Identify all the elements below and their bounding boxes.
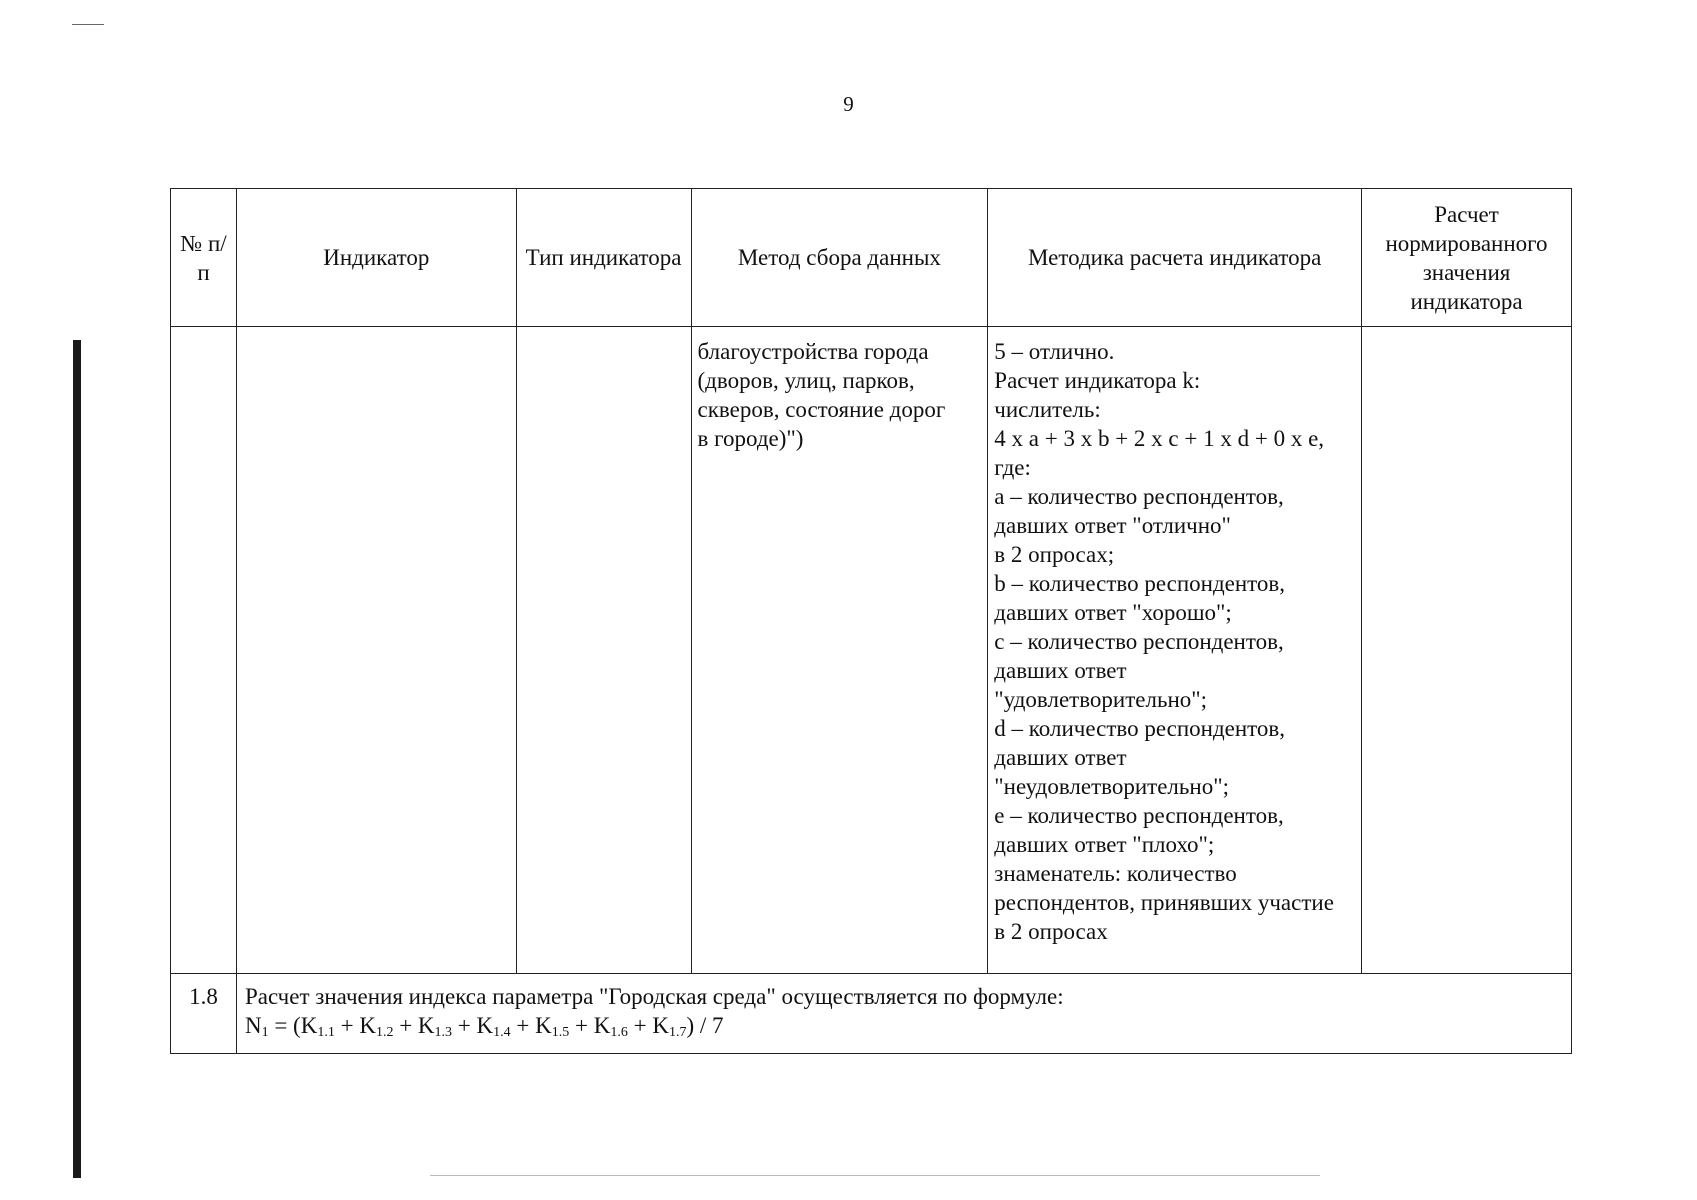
calculation-text-line: давших ответ bbox=[994, 745, 1127, 770]
formula-term-subscript: 1.7 bbox=[668, 1025, 687, 1040]
calculation-text-line: b – количество респондентов, bbox=[994, 571, 1286, 596]
calculation-text-line: числитель: bbox=[994, 397, 1101, 422]
cell-number: 1.8 bbox=[171, 974, 237, 1054]
method-text-line: скверов, состояние дорог bbox=[697, 397, 946, 422]
calculation-text-line: e – количество респондентов, bbox=[994, 803, 1284, 828]
calculation-text-line: a – количество респондентов, bbox=[994, 484, 1284, 509]
formula-plus: + bbox=[569, 1013, 594, 1038]
table-row bbox=[171, 327, 1572, 974]
cell-type bbox=[516, 327, 691, 974]
formula-plus: + bbox=[393, 1013, 418, 1038]
calculation-text-line: респондентов, принявших участие bbox=[994, 890, 1334, 915]
method-text-line: (дворов, улиц, парков, bbox=[697, 368, 915, 393]
calculation-text-line: "удовлетворительно"; bbox=[994, 687, 1208, 712]
cell-number bbox=[171, 327, 237, 974]
formula-term-subscript: 1.5 bbox=[551, 1025, 570, 1040]
table-row bbox=[171, 974, 1572, 1054]
scan-mark bbox=[72, 24, 104, 25]
formula-lhs-subscript: 1 bbox=[261, 1025, 269, 1040]
table-header-row bbox=[171, 189, 1572, 327]
calculation-text-line: c – количество респондентов, bbox=[994, 629, 1284, 654]
page-number: 9 bbox=[843, 92, 854, 116]
formula-plus: + bbox=[334, 1013, 360, 1038]
formula-term: K bbox=[535, 1013, 552, 1038]
formula-term-subscript: 1.4 bbox=[493, 1025, 511, 1040]
formula-equals: = ( bbox=[268, 1013, 301, 1038]
method-text-line: благоустройства города bbox=[697, 339, 929, 364]
calculation-text-line: давших ответ bbox=[994, 658, 1127, 683]
calculation-text-line: 5 – отлично. bbox=[994, 339, 1115, 364]
formula-term-subscript: 1.2 bbox=[375, 1025, 394, 1040]
formula-term: K bbox=[593, 1013, 611, 1038]
calculation-text-line: в 2 опросах bbox=[994, 919, 1108, 944]
calculation-text-line: "неудовлетворительно"; bbox=[994, 774, 1229, 799]
calculation-text-line: d – количество респондентов, bbox=[994, 716, 1286, 741]
calculation-text-line: знаменатель: количество bbox=[994, 861, 1237, 886]
scan-edge-bar bbox=[73, 340, 81, 1178]
calculation-text-line: 4 х a + 3 х b + 2 х c + 1 х d + 0 х e, bbox=[994, 426, 1325, 451]
cell-indicator bbox=[236, 327, 516, 974]
formula-term-subscript: 1.6 bbox=[610, 1025, 628, 1040]
formula bbox=[245, 1011, 1565, 1047]
formula-plus: + bbox=[627, 1013, 653, 1038]
calculation-text-line: давших ответ "отлично" bbox=[994, 513, 1231, 538]
cell-formula-description bbox=[236, 974, 1571, 1054]
cell-normalized bbox=[1362, 327, 1572, 974]
calculation-text-line: давших ответ "плохо"; bbox=[994, 832, 1215, 857]
indicator-table bbox=[170, 188, 1572, 1054]
header-normalized: Расчет нормированного значения индикатора bbox=[1362, 189, 1572, 327]
calculation-text-line: давших ответ "хорошо"; bbox=[994, 600, 1232, 625]
formula-term-subscript: 1.1 bbox=[317, 1025, 335, 1040]
formula-plus: + bbox=[452, 1013, 477, 1038]
formula-tail: ) / 7 bbox=[686, 1013, 724, 1038]
header-calculation: Методика расчета индикатора bbox=[988, 189, 1362, 327]
calculation-text-line: в 2 опросах; bbox=[994, 542, 1115, 567]
scan-bottom-line bbox=[430, 1175, 1320, 1176]
formula-intro-text: Расчет значения индекса параметра "Городская среда" осуществляется по формуле: bbox=[244, 984, 1064, 1009]
header-indicator: Индикатор bbox=[236, 189, 516, 327]
method-text-line: в городе)") bbox=[697, 426, 804, 451]
formula-term: K bbox=[359, 1013, 376, 1038]
formula-lhs: N bbox=[244, 1013, 262, 1038]
formula-term: K bbox=[300, 1013, 318, 1038]
formula-term: K bbox=[417, 1013, 435, 1038]
header-number: № п/п bbox=[171, 189, 237, 327]
header-type: Тип индикатора bbox=[516, 189, 691, 327]
cell-method bbox=[691, 327, 988, 974]
cell-calculation bbox=[988, 327, 1362, 974]
formula-term: K bbox=[652, 1013, 669, 1038]
calculation-text-line: где: bbox=[994, 455, 1031, 480]
formula-plus: + bbox=[510, 1013, 536, 1038]
calculation-text-line: Расчет индикатора k: bbox=[994, 368, 1201, 393]
formula-term-subscript: 1.3 bbox=[434, 1025, 453, 1040]
formula-term: K bbox=[476, 1013, 494, 1038]
header-method: Метод сбора данных bbox=[691, 189, 988, 327]
